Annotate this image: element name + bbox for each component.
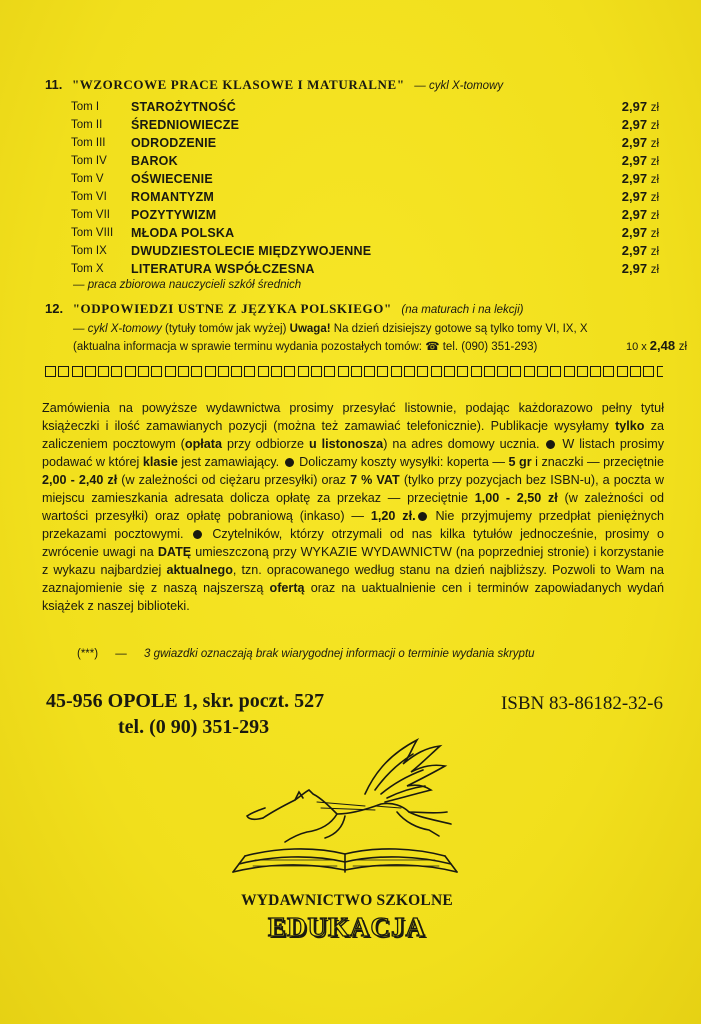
text-bold: 1,00 - 2,50 zł [474, 491, 558, 505]
separator-box [45, 366, 56, 377]
stars-symbol: (***) [77, 648, 99, 660]
separator-box [577, 366, 588, 377]
tome-price-unit: zł [650, 192, 659, 204]
separator-box [550, 366, 561, 377]
tome-price [622, 117, 659, 132]
separator-box [510, 366, 521, 377]
text-segment: umieszczoną przy WYKAZIE WYDAWNICTW (na poprzedniej stronie) i korzystanie z wykazu najbardziej [42, 545, 664, 577]
tome-price-unit: zł [650, 174, 659, 186]
tome-number: Tom IX [71, 245, 107, 257]
section-title: "WZORCOWE PRACE KLASOWE I MATURALNE" [71, 77, 405, 92]
section-12-heading [45, 301, 665, 317]
stars-dash: — [115, 648, 127, 660]
authors-note: — praca zbiorowa nauczycieli szkół średnich [73, 279, 302, 291]
text-bold: 5 gr [508, 455, 532, 469]
attention-label: Uwaga! [289, 323, 331, 335]
separator-box [85, 366, 96, 377]
tome-price [622, 135, 659, 150]
text-bold: u listonosza [308, 437, 384, 451]
address-line: 45-956 OPOLE 1, skr. poczt. 527 [46, 690, 325, 712]
separator-box [72, 366, 83, 377]
tome-price-value: 2,97 [621, 171, 648, 186]
separator-box [471, 366, 482, 377]
stars-note [77, 648, 535, 660]
separator-box [271, 366, 282, 377]
separator-box [58, 366, 69, 377]
tome-title: ŚREDNIOWIECZE [131, 118, 240, 132]
price-unit: zł [678, 341, 687, 353]
text-segment: oraz na uaktualnienie cen i terminów zapowiadanych wydań książek z naszej biblioteki. [42, 581, 664, 613]
separator-box [298, 366, 309, 377]
separator-box [364, 366, 375, 377]
pegasus-book-logo-icon [225, 732, 465, 882]
bullet-dot-icon [193, 530, 202, 539]
isbn [501, 693, 663, 715]
tome-price-value: 2,97 [621, 135, 648, 150]
text-bold: ofertą [269, 581, 305, 595]
publisher-brand: EDUKACJA [267, 912, 426, 942]
separator-box [431, 366, 442, 377]
section-number: 12. [45, 301, 64, 316]
tome-price [622, 243, 659, 258]
text-bold: opłata [184, 437, 222, 451]
separator-box [244, 366, 255, 377]
tome-number: Tom VI [71, 191, 107, 203]
tome-price-value: 2,97 [621, 99, 648, 114]
separator-box [165, 366, 176, 377]
section-title: "ODPOWIEDZI USTNE Z JĘZYKA POLSKIEGO" [72, 301, 392, 316]
isbn-label: ISBN [500, 693, 545, 714]
separator-box [338, 366, 349, 377]
publisher-name: WYDAWNICTWO SZKOLNE [241, 892, 453, 909]
tome-title: LITERATURA WSPÓŁCZESNA [131, 262, 315, 276]
text-segment: przy odbiorze [221, 437, 309, 451]
text-segment: W listach prosimy podawać w której [42, 437, 664, 469]
separator-box [191, 366, 202, 377]
tome-price-value: 2,97 [621, 261, 648, 276]
tome-title: POZYTYWIZM [131, 208, 217, 222]
text-segment: Zamówienia na powyższe wydawnictwa prosimy przesyłać listownie, podając każdorazowo pełny tytuł książeczki i ilość zamawianych pozycji (można też zamawiać telefonicznie). Publikacje wysyłamy [42, 401, 664, 433]
tome-price-unit: zł [650, 210, 659, 222]
separator-box [603, 366, 614, 377]
text-segment: Doliczamy koszty wysyłki: koperta — [295, 455, 509, 469]
section-subtitle: (na maturach i na lekcji) [401, 304, 524, 316]
tome-price-unit: zł [650, 228, 659, 240]
section-11 [45, 77, 665, 291]
text-segment: (tylko przy pozycjach bez ISBN-u), a poczta w miejscu zamieszkania adresata dolicza opłatę za przekaz — przeciętnie [42, 473, 664, 505]
tome-title: BAROK [131, 154, 178, 168]
text-segment: i znaczki — przeciętnie [531, 455, 664, 469]
tome-price [622, 189, 659, 204]
separator-box [484, 366, 495, 377]
text-segment: ) na adres domowy ucznia. [383, 437, 545, 451]
tome-row [45, 171, 665, 189]
tome-price-unit: zł [650, 138, 659, 150]
text-segment: (w zależności od ciężaru przesyłki) oraz [117, 473, 351, 487]
text-segment: Nie przyjmujemy przedpłat pieniężnych przekazami pocztowymi. [42, 509, 665, 541]
tome-number: Tom V [71, 173, 104, 185]
text-bold: klasie [142, 455, 178, 469]
tome-row [45, 225, 665, 243]
section-12-contact-line [73, 338, 687, 356]
tome-list [45, 99, 665, 279]
text-segment: jest zamawiający. [177, 455, 283, 469]
separator-box [351, 366, 362, 377]
tome-price-value: 2,97 [621, 153, 648, 168]
tome-row [45, 207, 665, 225]
tome-price-unit: zł [650, 246, 659, 258]
tome-row [45, 153, 665, 171]
text-bold: tylko [615, 419, 645, 433]
separator-box [111, 366, 122, 377]
text-bold: DATĘ [157, 545, 192, 559]
text-bold: 2,00 - 2,40 zł [42, 473, 118, 487]
text-bold: 7 % VAT [350, 473, 400, 487]
section-12-info-line [73, 320, 665, 338]
text-segment: , tzn. opracowanego według stanu na dzień najbliższy. Pozwoli to Wam na zaznajomienie się z naszą najszerszą [42, 563, 664, 595]
tome-number: Tom I [71, 101, 100, 113]
separator-box [630, 366, 641, 377]
tome-number: Tom VII [71, 209, 110, 221]
separator-box [258, 366, 269, 377]
separator-box [643, 366, 654, 377]
separator-box [457, 366, 468, 377]
tome-price-unit: zł [650, 120, 659, 132]
tome-price [622, 171, 659, 186]
contact-note: (aktualna informacja w sprawie terminu wydania pozostałych tomów: [73, 341, 422, 353]
separator-box [497, 366, 508, 377]
separator-box [524, 366, 535, 377]
tome-price [622, 99, 659, 114]
separator-box [98, 366, 109, 377]
separator-box [564, 366, 575, 377]
tome-price-value: 2,97 [621, 207, 648, 222]
separator-box [657, 366, 663, 377]
tome-number: Tom X [71, 263, 104, 275]
tome-number: Tom IV [71, 155, 107, 167]
separator-box [205, 366, 216, 377]
text-segment: za zaliczeniem pocztowym ( [42, 419, 664, 451]
bullet-dot-icon [285, 458, 294, 467]
tome-row [45, 243, 665, 261]
isbn-value: 83-86182-32-6 [549, 693, 663, 714]
section-number: 11. [45, 77, 63, 92]
tome-number: Tom VIII [71, 227, 114, 239]
tome-price-value: 2,97 [621, 117, 648, 132]
cycle-note: — cykl X-tomowy [73, 323, 162, 335]
text-segment: (w zależności od wartości przesyłki) oraz opłatę pobraniową (inkaso) — [42, 491, 664, 523]
tome-price-value: 2,97 [621, 189, 648, 204]
text-bold: aktualnego [166, 563, 233, 577]
section-12-price [626, 337, 687, 356]
bullet-dot-icon [546, 440, 555, 449]
tome-row [45, 189, 665, 207]
tome-title: OŚWIECENIE [131, 172, 213, 186]
separator-box [138, 366, 149, 377]
separator-box [617, 366, 628, 377]
text-bold: 1,20 zł. [370, 509, 416, 523]
section-11-heading [45, 77, 665, 93]
separator-box [444, 366, 455, 377]
tome-price-value: 2,97 [621, 243, 648, 258]
tome-row [45, 261, 665, 279]
separator-box [417, 366, 428, 377]
section-subtitle: — cykl X-tomowy [414, 80, 504, 92]
titles-note: (tytuły tomów jak wyżej) [165, 323, 287, 335]
availability-note: Na dzień dzisiejszy gotowe są tylko tomy VI, IX, X [333, 323, 588, 335]
separator-box [151, 366, 162, 377]
separator-box [324, 366, 335, 377]
tome-price [622, 261, 659, 276]
contact-phone: tel. (090) 351-293) [442, 341, 538, 353]
separator-box [391, 366, 402, 377]
tome-price-unit: zł [650, 156, 659, 168]
separator-box [231, 366, 242, 377]
tome-number: Tom III [71, 137, 106, 149]
tome-title: DWUDZIESTOLECIE MIĘDZYWOJENNE [131, 244, 372, 258]
text-segment: Czytelników, którzy otrzymali od nas kilka tytułów jednocześnie, prosimy o zwrócenie uwagi na [42, 527, 664, 559]
tome-title: ODRODZENIE [131, 136, 217, 150]
stars-text: 3 gwiazdki oznaczają brak wiarygodnej informacji o terminie wydania skryptu [144, 648, 535, 660]
separator-box [125, 366, 136, 377]
separator-box [218, 366, 229, 377]
price-value: 2,48 [649, 338, 676, 353]
separator-box [284, 366, 295, 377]
section-12 [45, 301, 687, 356]
tome-price-unit: zł [650, 264, 659, 276]
tome-number: Tom II [71, 119, 103, 131]
separator-box [590, 366, 601, 377]
separator-box [404, 366, 415, 377]
tome-price [622, 225, 659, 240]
tome-price-unit: zł [650, 102, 659, 114]
tome-price-value: 2,97 [621, 225, 648, 240]
tome-row [45, 135, 665, 153]
ordering-instructions [42, 399, 664, 615]
box-separator [45, 366, 663, 380]
tome-row [45, 117, 665, 135]
separator-box [311, 366, 322, 377]
separator-box [178, 366, 189, 377]
telephone-icon: ☎ [425, 341, 440, 353]
separator-box [377, 366, 388, 377]
address-phone: tel. (0 90) 351-293 [118, 716, 270, 738]
tome-title: ROMANTYZM [131, 190, 215, 204]
tome-title: MŁODA POLSKA [131, 226, 235, 240]
bullet-dot-icon [418, 512, 427, 521]
price-multiplier: 10 x [625, 341, 647, 353]
separator-box [537, 366, 548, 377]
tome-title: STAROŻYTNOŚĆ [131, 100, 236, 114]
tome-price [622, 207, 659, 222]
tome-price [622, 153, 659, 168]
tome-row [45, 99, 665, 117]
